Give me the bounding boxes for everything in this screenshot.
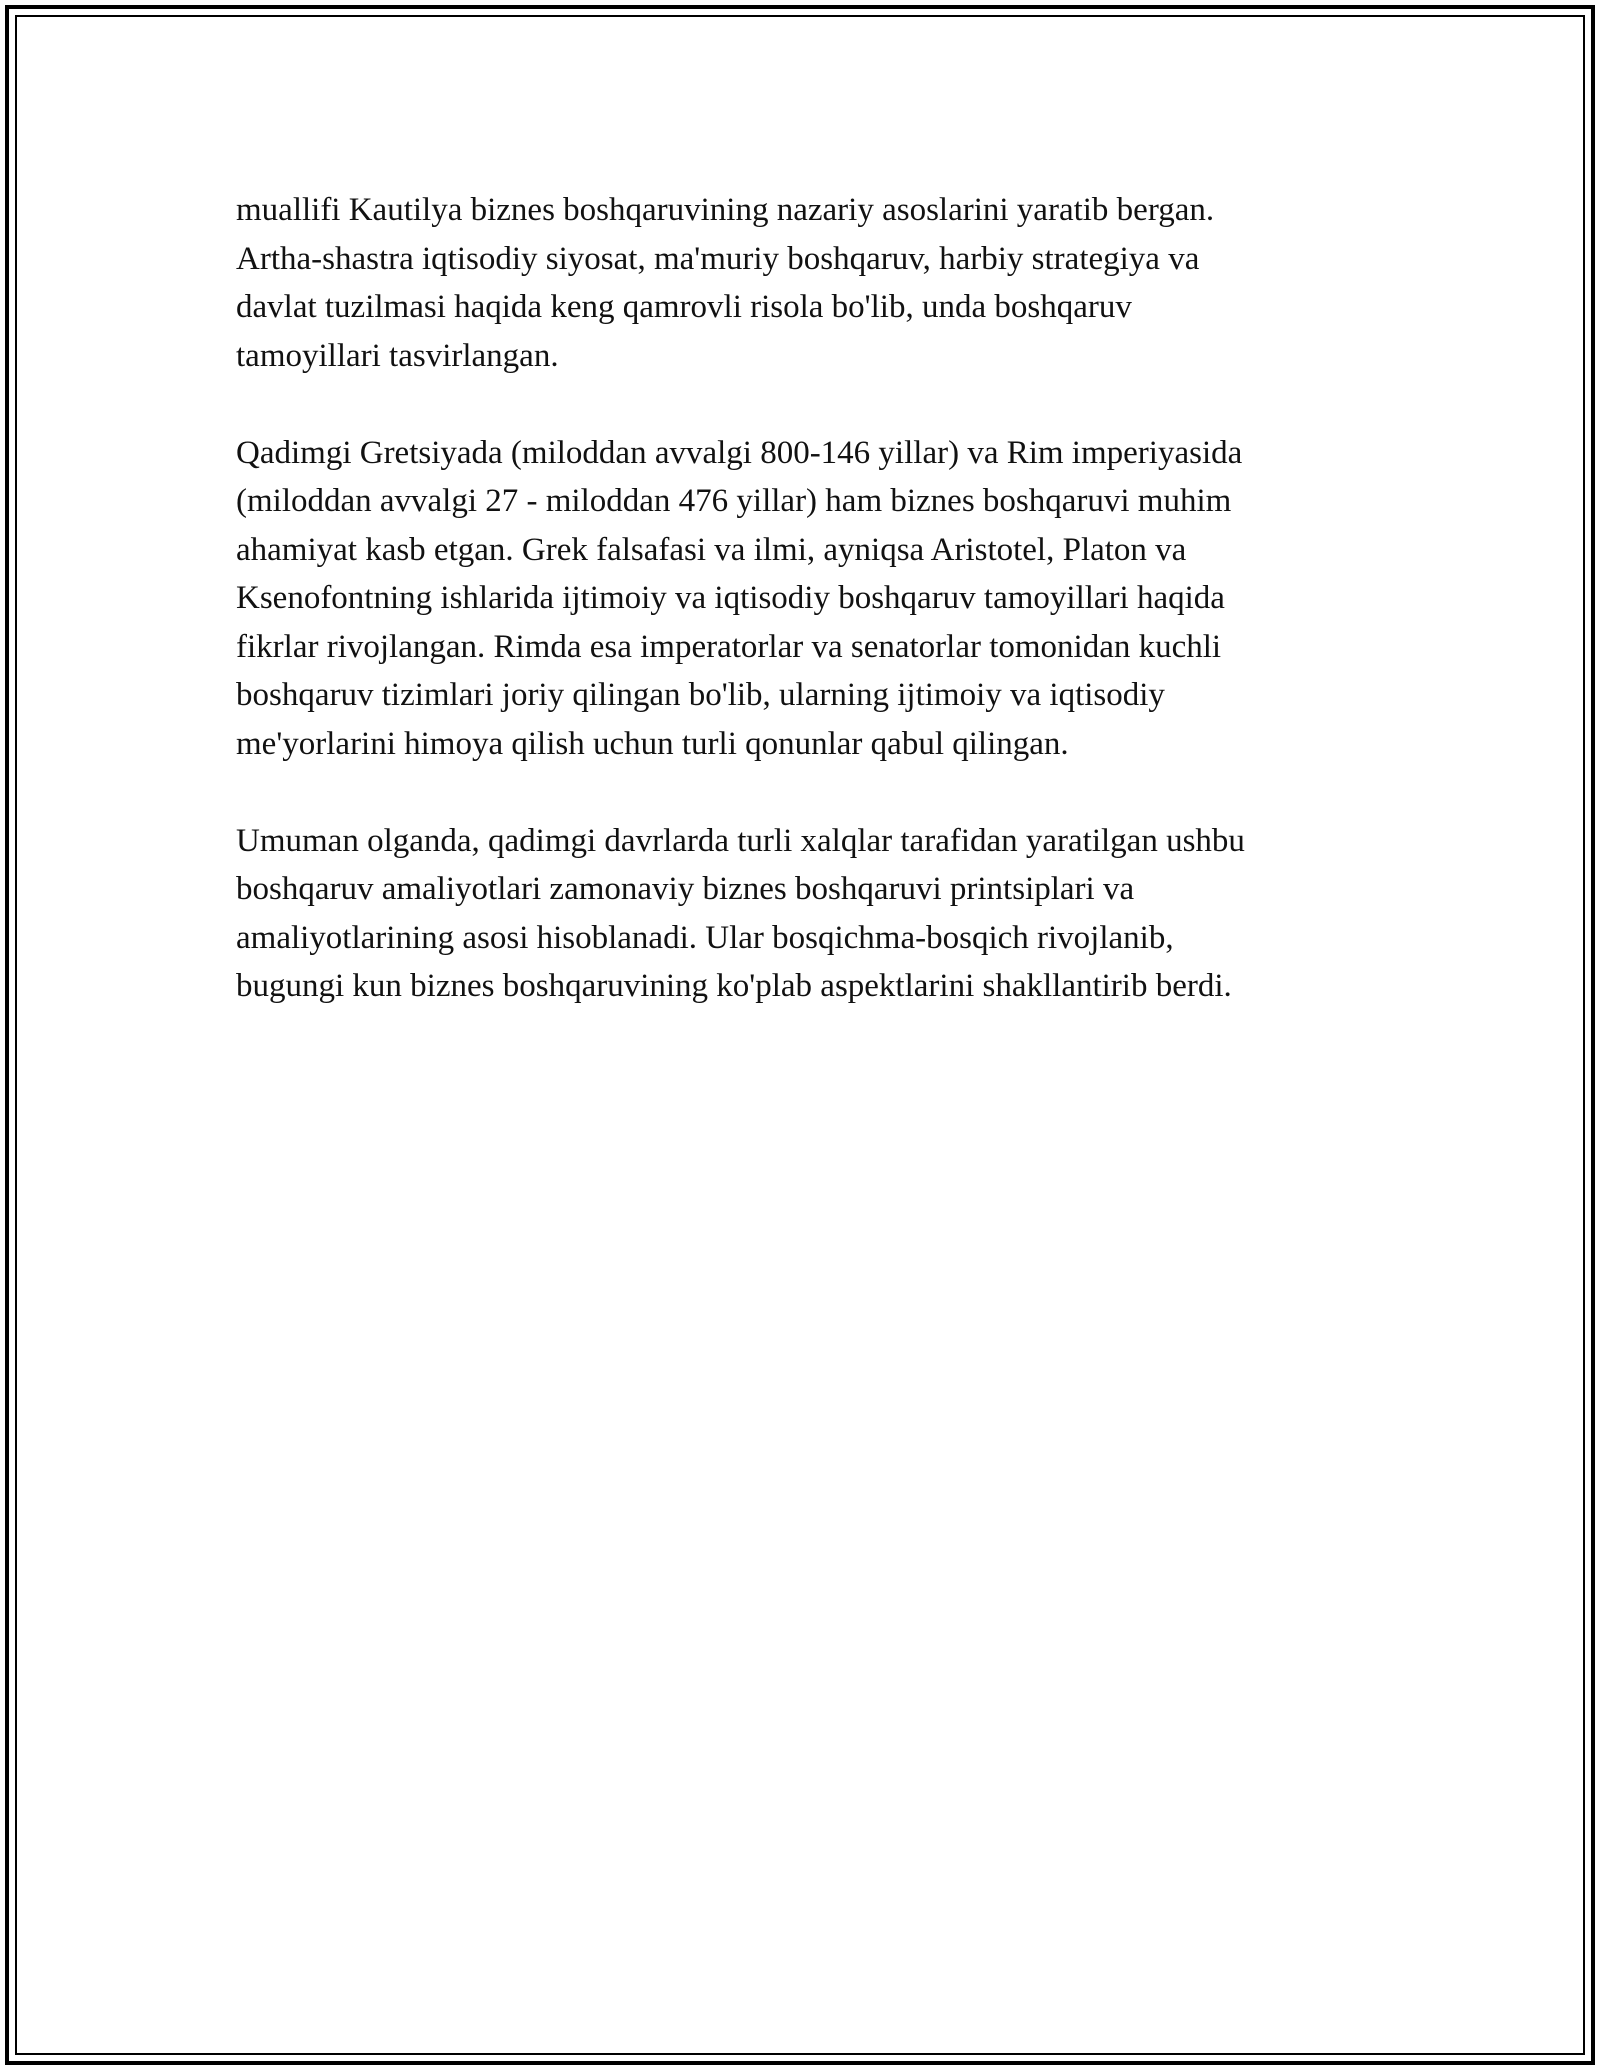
paragraph-1: muallifi Kautilya biznes boshqaruvining nazariy asoslarini yaratib bergan. Artha-shastra iqtisodiy siyosat, ma'muriy boshqaruv, harbiy strategiya va davlat tuzilmasi haqida keng qamrovli risola bo'lib, unda boshqaruv tamoyillari tasvirlangan. — [236, 192, 1215, 374]
document-body — [236, 186, 1406, 1059]
paragraph-2: Qadimgi Gretsiyada (miloddan avvalgi 800-146 yillar) va Rim imperiyasida (miloddan avvalgi 27 - miloddan 476 yillar) ham biznes boshqaruvi muhim ahamiyat kasb etgan. Grek falsafasi va ilmi, ayniqsa Aristotel, Platon va Ksenofontning ishlarida ijtimoiy va iqtisodiy boshqaruv tamoyillari haqida fikrlar rivojlangan. Rimda esa imperatorlar va senatorlar tomonidan kuchli boshqaruv tizimlari joriy qilingan bo'lib, ularning ijtimoiy va iqtisodiy me'yorlarini himoya qilish uchun turli qonunlar qabul qilingan. — [236, 434, 1243, 762]
paragraph-3: Umuman olganda, qadimgi davrlarda turli xalqlar tarafidan yaratilgan ushbu boshqaruv amaliyotlari zamonaviy biznes boshqaruvi printsiplari va amaliyotlarining asosi hisoblanadi. Ular bosqichma-bosqich rivojlanib, bugungi kun biznes boshqaruvining ko'plab aspektlarini shakllantirib berdi. — [236, 822, 1245, 1004]
